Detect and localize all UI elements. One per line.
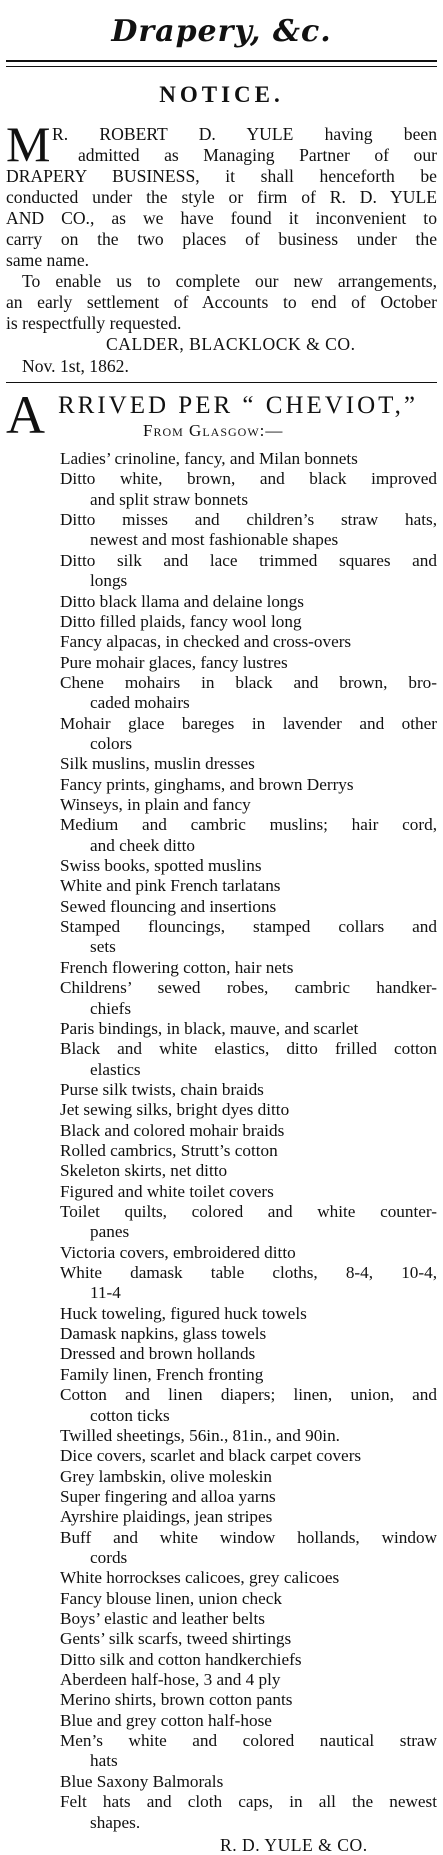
list-item: French flowering cotton, hair nets — [60, 957, 294, 977]
list-item-continuation: panes — [90, 1222, 130, 1242]
list-item-continuation: sets — [90, 937, 116, 957]
list-item: Dice covers, scarlet and black carpet covers — [60, 1446, 362, 1466]
list-item: Boys’ elastic and leather belts — [60, 1609, 265, 1628]
notice-p2-line-3: is respectfully requested. — [6, 313, 182, 333]
middle-rule — [6, 382, 437, 383]
list-item: Swiss books, spotted muslins — [60, 856, 262, 875]
notice-p2-line-1: To enable us to complete our new arrangements, — [22, 271, 437, 291]
list-item: Winseys, in plain and fancy — [60, 795, 251, 814]
list-item: Victoria covers, embroidered ditto — [60, 1242, 296, 1262]
list-item: Sewed flouncing and insertions — [60, 896, 277, 916]
list-item: Blue Saxony Balmorals — [60, 1771, 224, 1791]
notice-line-5: AND CO., as we have found it inconvenient to — [6, 208, 437, 228]
list-item: Medium and cambric muslins; hair cord, — [60, 815, 437, 835]
list-item: Black and colored mohair braids — [60, 1120, 285, 1140]
list-item: Felt hats and cloth caps, in all the newest — [60, 1792, 437, 1812]
list-item: Silk muslins, muslin dresses — [60, 754, 255, 774]
list-item: Rolled cambrics, Strutt’s cotton — [60, 1140, 278, 1160]
list-item: Ladies’ crinoline, fancy, and Milan bonnets — [60, 449, 358, 468]
section-heading: Drapery, &c. — [111, 14, 332, 49]
list-item-continuation: colors — [90, 733, 133, 753]
list-item: White and pink French tarlatans — [60, 876, 281, 896]
list-item: Merino shirts, brown cotton pants — [60, 1690, 293, 1710]
list-item: Paris bindings, in black, mauve, and scarlet — [60, 1018, 359, 1038]
list-item-continuation: chiefs — [90, 998, 132, 1018]
list-item-continuation: caded mohairs — [90, 693, 190, 713]
list-item-continuation: elastics — [90, 1059, 141, 1079]
list-item: Ditto silk and lace trimmed squares and — [60, 550, 437, 570]
notice-p2-line-2: an early settlement of Accounts to end of October — [6, 292, 437, 312]
list-item-continuation: hats — [90, 1751, 118, 1771]
list-item: Mohair glace bareges in lavender and other — [60, 713, 437, 733]
list-item: Ditto black llama and delaine longs — [60, 591, 304, 611]
notice-line-7: same name. — [6, 250, 90, 270]
list-item: Grey lambskin, olive moleskin — [60, 1466, 272, 1486]
top-rule — [6, 60, 437, 62]
list-item-continuation: longs — [90, 571, 128, 591]
notice-title: NOTICE. — [159, 82, 284, 107]
list-item: Toilet quilts, colored and white counter- — [60, 1202, 437, 1221]
list-item: Family linen, French fronting — [60, 1364, 264, 1384]
list-item: Childrens’ sewed robes, cambric handker- — [60, 978, 437, 998]
advert-signature: R. D. YULE & CO. — [220, 1834, 368, 1855]
notice-date: Nov. 1st, 1862. — [22, 356, 129, 376]
notice-drop-cap: M — [6, 116, 51, 172]
list-item: Damask napkins, glass towels — [60, 1324, 267, 1344]
list-item: Buff and white window hollands, window — [60, 1527, 437, 1547]
advert-drop-cap: A — [6, 385, 45, 445]
list-item: Figured and white toilet covers — [60, 1181, 274, 1201]
list-item: Chene mohairs in black and brown, bro- — [60, 672, 437, 692]
list-item: White damask table cloths, 8-4, 10-4, — [60, 1263, 437, 1282]
notice-signature: CALDER, BLACKLOCK & CO. — [106, 334, 356, 354]
list-item: Ditto misses and children’s straw hats, — [60, 510, 437, 530]
list-item-continuation: and cheek ditto — [90, 835, 195, 855]
list-item: Ayrshire plaidings, jean stripes — [60, 1507, 273, 1527]
list-item: Men’s white and colored nautical straw — [60, 1731, 437, 1751]
list-item: Skeleton skirts, net ditto — [60, 1161, 228, 1181]
list-item: Fancy prints, ginghams, and brown Derrys — [60, 774, 354, 794]
list-item: Aberdeen half-hose, 3 and 4 ply — [60, 1670, 281, 1689]
list-item-continuation: cotton ticks — [90, 1405, 170, 1425]
notice-line-6: carry on the two places of business under the — [6, 229, 437, 249]
list-item-continuation: 11-4 — [90, 1283, 121, 1303]
list-item: Ditto silk and cotton handkerchiefs — [60, 1649, 302, 1669]
list-item: Pure mohair glaces, fancy lustres — [60, 652, 288, 672]
list-item: Fancy alpacas, in checked and cross-overs — [60, 632, 352, 652]
list-item: Stamped flouncings, stamped collars and — [60, 917, 437, 936]
notice-line-1: R. ROBERT D. YULE having been — [52, 124, 437, 144]
notice-line-3: DRAPERY BUSINESS, it shall henceforth be — [6, 166, 437, 186]
list-item: Purse silk twists, chain braids — [60, 1079, 264, 1099]
list-item: Twilled sheetings, 56in., 81in., and 90in. — [60, 1425, 340, 1445]
notice-line-4: conducted under the style or firm of R. D. YULE — [6, 187, 437, 207]
notice-line-2: admitted as Managing Partner of our — [78, 145, 437, 165]
list-item: Super fingering and alloa yarns — [60, 1486, 276, 1506]
list-item-continuation: shapes. — [90, 1812, 141, 1832]
list-item-continuation: cords — [90, 1547, 128, 1567]
advert-headline: RRIVED PER “ CHEVIOT,” — [58, 392, 418, 419]
list-item: Gents’ silk scarfs, tweed shirtings — [60, 1629, 292, 1649]
list-item: Ditto filled plaids, fancy wool long — [60, 611, 302, 631]
list-item: Jet sewing silks, bright dyes ditto — [60, 1100, 290, 1120]
list-item-continuation: newest and most fashionable shapes — [90, 530, 339, 550]
list-item: Huck toweling, figured huck towels — [60, 1303, 307, 1323]
top-rule-thin — [6, 66, 437, 67]
list-item: Black and white elastics, ditto frilled cotton — [60, 1039, 437, 1059]
list-item: White horrockses calicoes, grey calicoes — [60, 1568, 340, 1588]
list-item: Ditto white, brown, and black improved — [60, 469, 437, 489]
list-item: Fancy blouse linen, union check — [60, 1588, 282, 1608]
list-item: Blue and grey cotton half-hose — [60, 1710, 272, 1730]
list-item: Cotton and linen diapers; linen, union, and — [60, 1385, 437, 1405]
list-item-continuation: and split straw bonnets — [90, 489, 249, 509]
list-item: Dressed and brown hollands — [60, 1344, 256, 1364]
advert-from-line: From Glasgow:— — [143, 421, 284, 440]
